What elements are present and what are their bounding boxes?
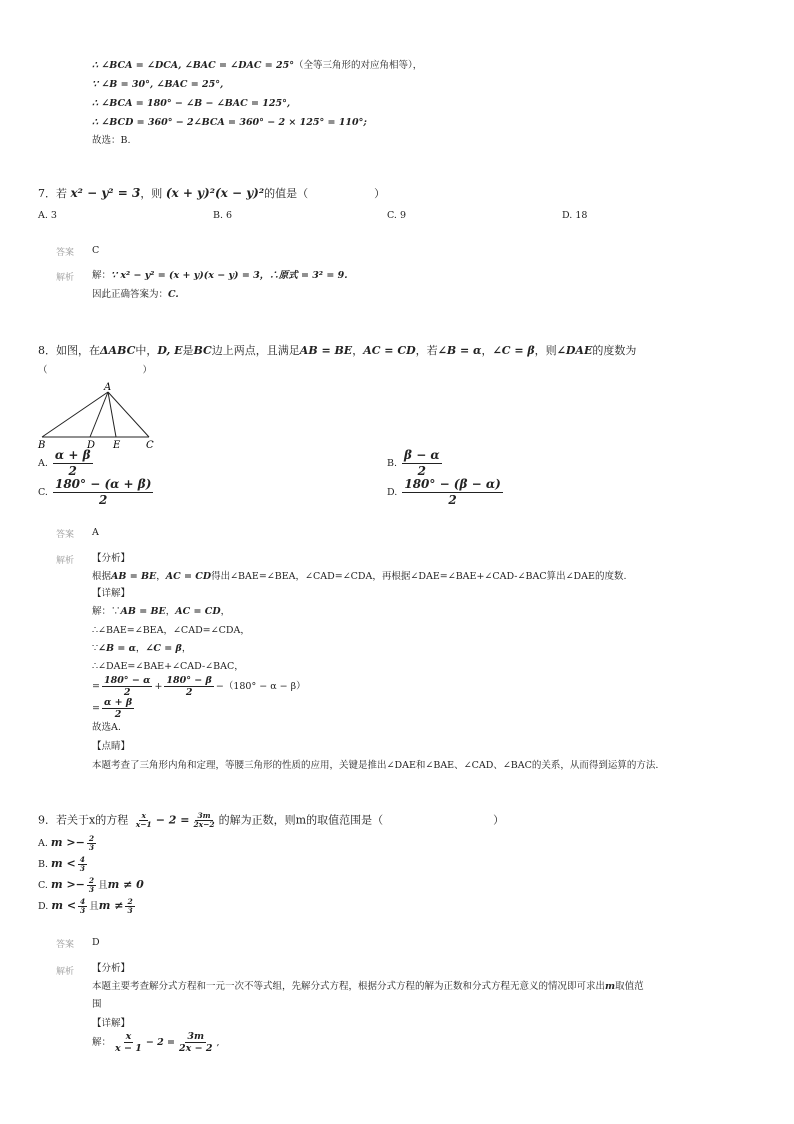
q8-answer: A: [92, 527, 99, 538]
q8-comment-text: 本题考查了三角形内角和定理，等腰三角形的性质的应用，关键是推出∠DAE和∠BAE、∠CAD、∠BAC的关系，从而得到运算的方法.: [92, 760, 659, 771]
q8-option-b: B. $\frac{\beta - \alpha}{2}$: [387, 448, 440, 478]
answer-label: 答案: [56, 530, 75, 540]
answer-label: 答案: [56, 940, 75, 950]
answer-label: 答案: [56, 248, 75, 258]
solution-line: ∴ ∠BCA = 180° − ∠B − ∠BAC = 125°,: [92, 98, 291, 109]
question-9-stem: 9．若关于x的方程 $\frac{x}{x-1}$ − 2 = $\frac{3m}{2x-2}$ 的解为正数，则m的取值范围是（ ）: [38, 811, 505, 829]
q9-analysis-heading: 【分析】: [92, 963, 131, 974]
q8-conclusion: 故选A.: [92, 722, 121, 733]
q8-option-a: A. $\frac{\alpha + \beta}{2}$: [38, 448, 91, 478]
q9-option-a: A. m >− $\frac{2}{3}$: [38, 834, 95, 852]
q8-answer-paren: （ ）: [38, 365, 153, 376]
q9-option-b: B. m < $\frac{4}{3}$: [38, 855, 85, 873]
q8-detail-line: ∴∠DAE=∠BAE+∠CAD-∠BAC，: [92, 661, 244, 672]
q9-analysis-line: 围: [92, 999, 102, 1010]
q8-detail-equation: = $\frac{\alpha + \beta}{2}$: [92, 697, 133, 720]
segment-ad: [90, 392, 108, 437]
vertex-label-d: D: [87, 440, 96, 451]
q9-analysis-line: 本题主要考查解分式方程和一元一次不等式组，先解分式方程，根据分式方程的解为正数和分式方程无意义的情况即可求出m取值范: [92, 981, 644, 992]
analysis-label: 解析: [56, 556, 75, 566]
vertex-label-a: A: [104, 382, 112, 393]
vertex-label-b: B: [38, 440, 46, 451]
analysis-label: 解析: [56, 273, 75, 283]
solution-line: ∵ ∠B = 30°, ∠BAC = 25°,: [92, 79, 224, 90]
q8-detail-equation: = $\frac{180^\circ - \alpha}{2}$ + $\frac{180^\circ - \beta}{2}$ −（180° − α − β）: [92, 675, 306, 698]
triangle-figure: [34, 380, 164, 452]
q8-option-c: C. $\frac{180^\circ - (\alpha + \beta)}{2}$: [38, 477, 152, 507]
q9-option-d: D. m < $\frac{4}{3}$ 且m ≠ $\frac{2}{3}$: [38, 897, 133, 915]
q8-detail-heading: 【详解】: [92, 588, 131, 599]
q7-answer: C: [92, 245, 100, 256]
segment-ac: [108, 392, 149, 437]
q9-option-c: C. m >− $\frac{2}{3}$ 且m ≠ 0: [38, 876, 144, 894]
vertex-label-c: C: [146, 440, 154, 451]
q8-comment-heading: 【点睛】: [92, 741, 131, 752]
q8-option-d: D. $\frac{180^\circ - (\beta - \alpha)}{2}$: [387, 477, 501, 507]
q7-option-a: A. 3: [38, 210, 57, 221]
segment-ab: [42, 392, 108, 437]
solution-conclusion: 故选：B.: [92, 135, 131, 146]
q9-detail-heading: 【详解】: [92, 1018, 131, 1029]
solution-line: ∴ ∠BCD = 360° − 2∠BCA = 360° − 2 × 125° = 110°;: [92, 117, 367, 128]
q9-answer: D: [92, 937, 100, 948]
q8-detail-line: ∴∠BAE=∠BEA，∠CAD=∠CDA，: [92, 625, 250, 636]
analysis-label: 解析: [56, 967, 75, 977]
q8-analysis-heading: 【分析】: [92, 553, 131, 564]
question-7-stem: 7．若 x² − y² = 3，则 (x + y)²(x − y)²的值是（ ）: [38, 186, 386, 200]
q7-solution-line: 因此正确答案为：C.: [92, 289, 179, 300]
question-8-stem: 8．如图，在ΔABC中，D, E是BC边上两点，且满足AB = BE，AC = CD，若∠B = α，∠C = β，则∠DAE的度数为: [38, 344, 637, 357]
q8-detail-line: ∵∠B = α，∠C = β，: [92, 643, 192, 654]
q7-option-b: B. 6: [213, 210, 233, 221]
solution-line: ∴ ∠BCA = ∠DCA, ∠BAC = ∠DAC = 25°（全等三角形的对应角相等），: [92, 60, 423, 71]
q7-option-c: C. 9: [387, 210, 407, 221]
vertex-label-e: E: [113, 440, 121, 451]
q7-option-d: D. 18: [562, 210, 588, 221]
q8-analysis-line: 根据AB = BE，AC = CD得出∠BAE=∠BEA，∠CAD=∠CDA，再根据∠DAE=∠BAE+∠CAD-∠BAC算出∠DAE的度数.: [92, 571, 627, 582]
q9-detail-equation: 解： $\frac{x}{x - 1}$ − 2 = $\frac{3m}{2x - 2}$ ,: [92, 1031, 220, 1054]
q8-detail-line: 解：∵AB = BE，AC = CD，: [92, 606, 231, 617]
q7-solution-line: 解：∵ x² − y² = (x + y)(x − y) = 3，∴原式 = 3² = 9.: [92, 270, 348, 281]
